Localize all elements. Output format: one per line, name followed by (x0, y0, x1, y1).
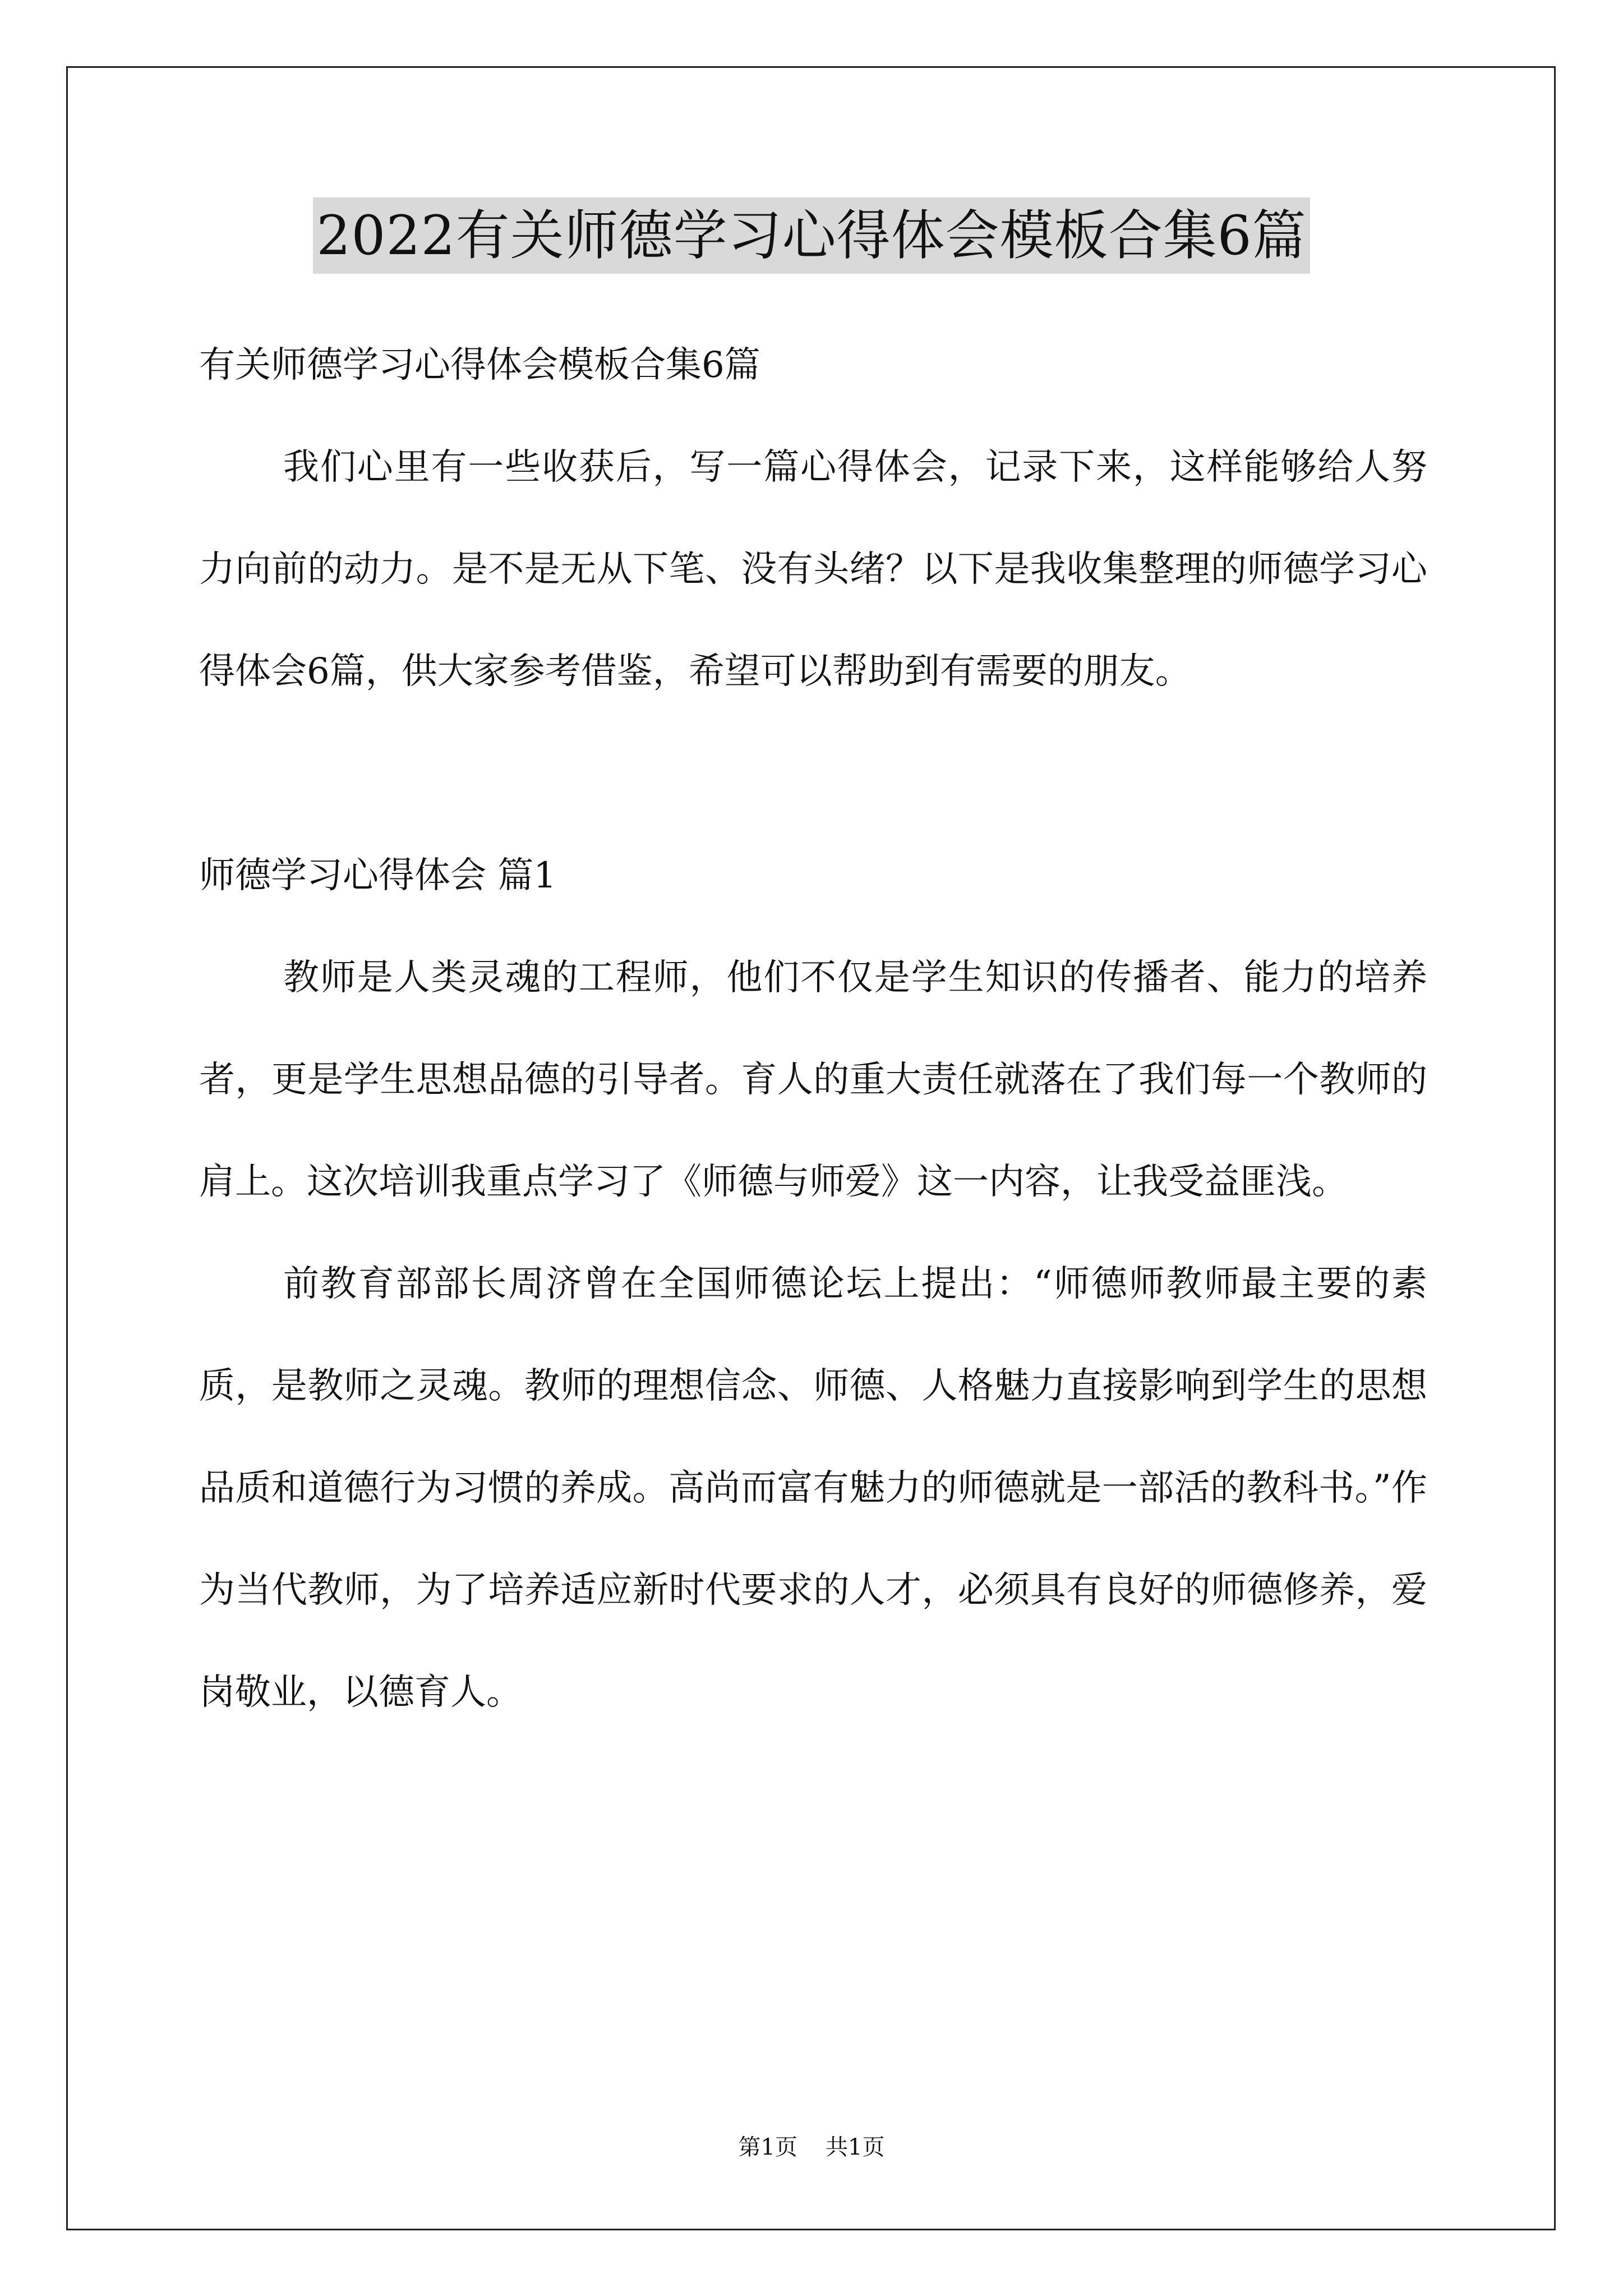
document-title: 2022有关师德学习心得体会模板合集6篇 (313, 197, 1310, 274)
title-container (0, 197, 1623, 274)
document-subtitle: 有关师德学习心得体会模板合集6篇 (199, 344, 760, 386)
body-paragraph: 前教育部部长周济曾在全国师德论坛上提出：“师德师教师最主要的素质，是教师之灵魂。教师的理想信念、师德、人格魅力直接影响到学生的思想品质和道德行为习惯的养成。高尚而富有魅力的师德就是一部活的教科书。”作为当代教师，为了培养适应新时代要求的人才，必须具有良好的师德修养，爱岗敬业，以德育人。 (199, 1263, 1427, 1713)
body-paragraph: 教师是人类灵魂的工程师，他们不仅是学生知识的传播者、能力的培养者，更是学生思想品德的引导者。育人的重大责任就落在了我们每一个教师的肩上。这次培训我重点学习了《师德与师爱》这一内容，让我受益匪浅。 (199, 957, 1427, 1203)
page-number: 第1页 (738, 2134, 797, 2160)
section-heading: 师德学习心得体会 篇1 (199, 855, 557, 896)
page-footer (0, 2131, 1623, 2164)
document-body (199, 314, 1427, 1743)
intro-paragraph: 我们心里有一些收获后，写一篇心得体会，记录下来，这样能够给人努力向前的动力。是不是无从下笔、没有头绪？以下是我收集整理的师德学习心得体会6篇，供大家参考借鉴，希望可以帮助到有需要的朋友。 (199, 447, 1427, 692)
page-total: 共1页 (826, 2134, 885, 2160)
